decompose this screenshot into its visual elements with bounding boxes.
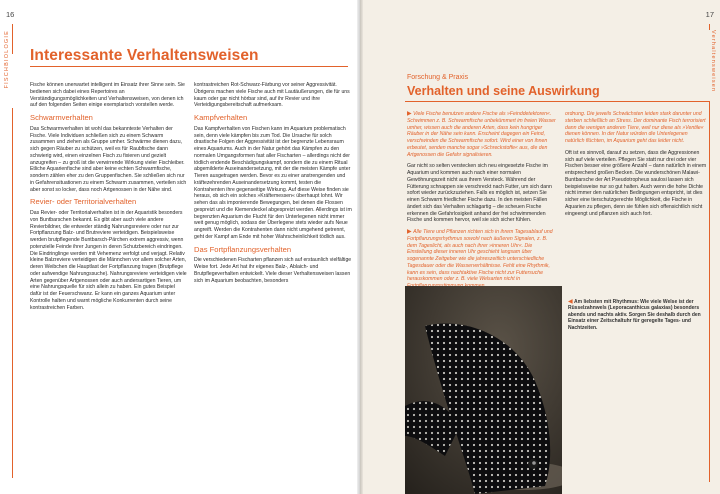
heading-kampfverhalten: Kampfverhalten	[194, 113, 248, 122]
side-rule	[12, 108, 13, 478]
pleco-fish-illustration	[405, 286, 562, 494]
section-kicker: Forschung & Praxis	[407, 74, 469, 81]
paragraph-fortpflanzung: Die verschiedenen Fischarten pflanzen sich auf erstaunlich vielfältige Weise fort. Jede Art hat ihr eigenes Balz-, Ablaich- und Brutpflegeverhalten entwickelt. Viele dieser Verhaltensweisen lassen sich im Aquarium beobachten, besonders	[194, 257, 352, 284]
paragraph-revier: Das Revier- oder Territorialverhalten ist in der Aquaristik besonders von Buntbarschen bekannt. Es gibt aber auch viele andere Revierbildner, die entweder ständig Nahrungsreviere oder nur zur Fortpflanzung Balz- und Brutreviere verteidigen. Beispielsweise werden brutpflegende Buntbarsch-Pärchen extrem aggressiv, wenn potenzielle Feinde ihrer Jungen in deren Schutzbereich eindringen. Die Eindringlinge werden mit Vehemenz verfolgt und verjagt. Relativ kleine Balzreviere verteidigen die Männchen vor allem solcher Arten, deren Weibchen die Hauptlast der Fortpflanzung tragen (Brutpflege oder aufwendige Nahrungssuche). Nahrungsreviere verteidigen viele Arten gegenüber Artgenossen oder auch andersartigen Tieren, um eine Nahrungsquelle für sich allein zu haben. Ein gutes Beispiel dafür ist der Feuerschwanz. Er kann ein ganzes Aquarium unter Kontrolle halten und warnt mögliche Konkurrenten durch seine kontrastreichen Farben.	[30, 210, 187, 311]
title-rule	[405, 101, 710, 102]
triangle-pointer-icon: ◀	[568, 299, 573, 305]
intro-paragraph: Fische können unerwartet intelligent im Einsatz ihrer Sinne sein. Sie bedienen sich dabei eines Repertoires an Verständigungsmöglichkeiten und Verhaltensweisen, von denen ich auf den folgenden Seiten einige exemplarisch vorstellen werde.	[30, 82, 185, 109]
paragraph-kampf: Das Kampfverhalten von Fischen kann im Aquarium problematisch sein, denn viele kämpfen bis zum Tod. Die Ursache für solch drastische Folgen der Aggressivität ist der begrenzte Lebensraum eines Aquariums. Auch in der Natur gehört das Kämpfen zu den normalen Umgangsformen fast aller Fischarten – allerdings nicht der tödlich endende Beschädigungskampf, sondern die zu einem Ritual abgemilderte Auseinandersetzung, mit der die meisten Kämpfe unter Tieren ausgetragen werden. Bevor es zu einer anstrengenden und kräftezehrenden Auseinandersetzung kommt, testen die Kontrahenten ihre gegenseitige Wirkung. Auf diese Weise finden sie heraus, ob sich ein solches »Kräftemessen« überhaupt lohnt. Wir sehen das als imponierende Bewegungen, bei denen die Flossen gespreizt und die Kiemendeckel abgespreizt werden. Allerdings ist im begrenzten Aquarium die Flucht für den Unterlegenen nicht immer weit genug möglich, sodass der Überlegene stets wieder aufs Neue angreift. Werden die Kontrahenten dann nicht umgehend getrennt, geht der Kampf am Ende mit hoher Wahrscheinlichkeit tödlich aus.	[194, 125, 352, 240]
text-column-2	[565, 111, 708, 222]
heading-schwarmverhalten: Schwarmverhalten	[30, 113, 93, 122]
photo-caption	[568, 299, 703, 331]
title-rule	[30, 66, 348, 67]
book-spine	[357, 0, 363, 494]
highlight-paragraph: Alle Tiere und Pflanzen richten sich in ihrem Tagesablauf und Fortpflanzungsrhythmus sowohl nach äußeren Signalen, z. B. dem Tageslicht, als auch nach ihrer »inneren Uhr«. Die Einstellung dieser inneren Uhr geschieht langsam über sogenannte Zeitgeber wie die jahreszeitlich unterschiedliche Tagesdauer oder die Wasserverhältnisse. Fehlt eine Rhythmik, kann es sein, dass nachtaktive Fische nicht zur Futtersuche herauskommen oder z. B. viele Welsarten nicht in	[407, 229, 553, 283]
section-label: FISCHBIOLOGIE	[4, 30, 10, 89]
heading-fortpflanzung: Das Fortpflanzungsverhalten	[194, 244, 292, 254]
side-rule	[709, 102, 710, 482]
side-rule	[12, 24, 13, 54]
page-number: 17	[705, 10, 714, 19]
page-number: 16	[6, 10, 15, 19]
page-title: Interessante Verhaltensweisen	[30, 47, 259, 64]
paragraph-continued: kontrastreichen Rot-Schwarz-Färbung vor seiner Aggressivität. Übrigens machen viele Fische auch mit Lautäußerungen, die für uns kaum oder gar nicht hörbar sind, auf ihr Revier und ihre Verteidigungsbereitschaft aufmerksam.	[194, 82, 350, 109]
triangle-bullet-icon: ▶	[407, 229, 412, 235]
paragraph: Gar nicht so selten verstecken sich neu eingesetzte Fische im Aquarium und kommen auch nach einer normalen Gewöhnungszeit nicht aus ihrem Versteck. Während der Fütterung schnappen sie verschreckt nach Futter, um sich dann sofort wieder zurückzuziehen. Falls es möglich ist, setzen Sie einen Schwarm friedlicher Fische dazu. In den meisten Fällen ändert sich das Verhalten schlagartig – die scheuen Fische erkennen die Gefahrlosigkeit anhand der frei schwimmenden Fische und kommen hervor, weil sie sich sicher fühlen.	[407, 163, 552, 224]
highlight-paragraph: Viele Fische benutzen andere Fische als »Feinddetektoren«. Schwimmen z. B. Schwarmfische unbekümmert im freien Wasser umher, wissen auch die anderen Arten, dass kein hungriger Räuber in der Nähe sein kann. Erscheint dagegen ein Feind, verschwinden die Schwarmfische sofort. Wird einer von ihnen erbeutet, senden manche sogar »Schreckstoffe« aus, die den Artgenossen die Gefahr signalisieren.	[407, 111, 556, 158]
text-column-2	[194, 82, 352, 289]
paragraph: Oft ist es sinnvoll, darauf zu setzen, dass die Aggressionen sich auf viele verteilen. Pflegen Sie statt nur drei oder vier Fischen besser eine größere Anzahl – dann natürlich in einem entsprechend großen Becken. Die wunderschönen Malawi-Buntbarsche der Art Pseudotropheus saulosi lassen sich beispielsweise nur so gut halten. Auch wenn die hohe Dichte nicht immer den natürlichen Bedingungen entspricht, ist dies sicher eine tierschutzgerechte Möglichkeit, die Fische in Aquarien zu pflegen, denn sie fühlen sich offensichtlich nicht eingeengt und pflanzen sich auch fort.	[565, 149, 707, 217]
paragraph-schwarm: Das Schwarmverhalten ist wohl das bekannteste Verhalten der Fische. Viele Individuen schließen sich zu einem Schwarm zusammen und ziehen als Gruppe umher. Schwärme dienen dazu, sich gegen Räuber zu schützen, weil es für Raubfische dann schwierig wird, einen einzelnen Fisch zu fixieren und gezielt anzugreifen – zu groß ist die verwirrende Wirkung vieler Fischleiber. Etliche Aquarienfische sind aber keine echten Schwarmfische, sondern zählen eher zu den Gruppenfischen. Sie schließen sich nur in Gefahrensituationen zu einem Schwarm zusammen, verteilen sich aber sonst so locker, dass noch Artgenossen in der Nähe sind.	[30, 125, 187, 193]
page-title: Verhalten und seine Auswirkung	[407, 84, 600, 98]
caption-text: Am liebsten mit Rhythmus: Wie viele Welse ist der Rüsselzahnwels (Leporacanthicus galaxias) besonders abends und nachts aktiv. Sorgen Sie deshalb durch den Einsatz einer Zeitschaltuhr für geregelte Tages- und Nachtzeiten.	[568, 299, 701, 331]
section-label: Verhaltensweisen	[710, 30, 716, 93]
heading-revierverhalten: Revier- oder Territorialverhalten	[30, 197, 137, 207]
highlight-paragraph: ordnung. Die jeweils Schwächsten leiden stark darunter und sterben schließlich an Stress. Der dominante Fisch terrorisiert dann die wenigen anderen Tiere, weil nur diese als »Ventile« dienen können. In der Natur würden die Unterlegenen natürlich flüchten, im Aquarium geht das leider nicht.	[565, 111, 706, 144]
triangle-bullet-icon: ▶	[407, 111, 412, 117]
text-column-1	[30, 82, 188, 316]
catfish-photo	[405, 286, 562, 494]
